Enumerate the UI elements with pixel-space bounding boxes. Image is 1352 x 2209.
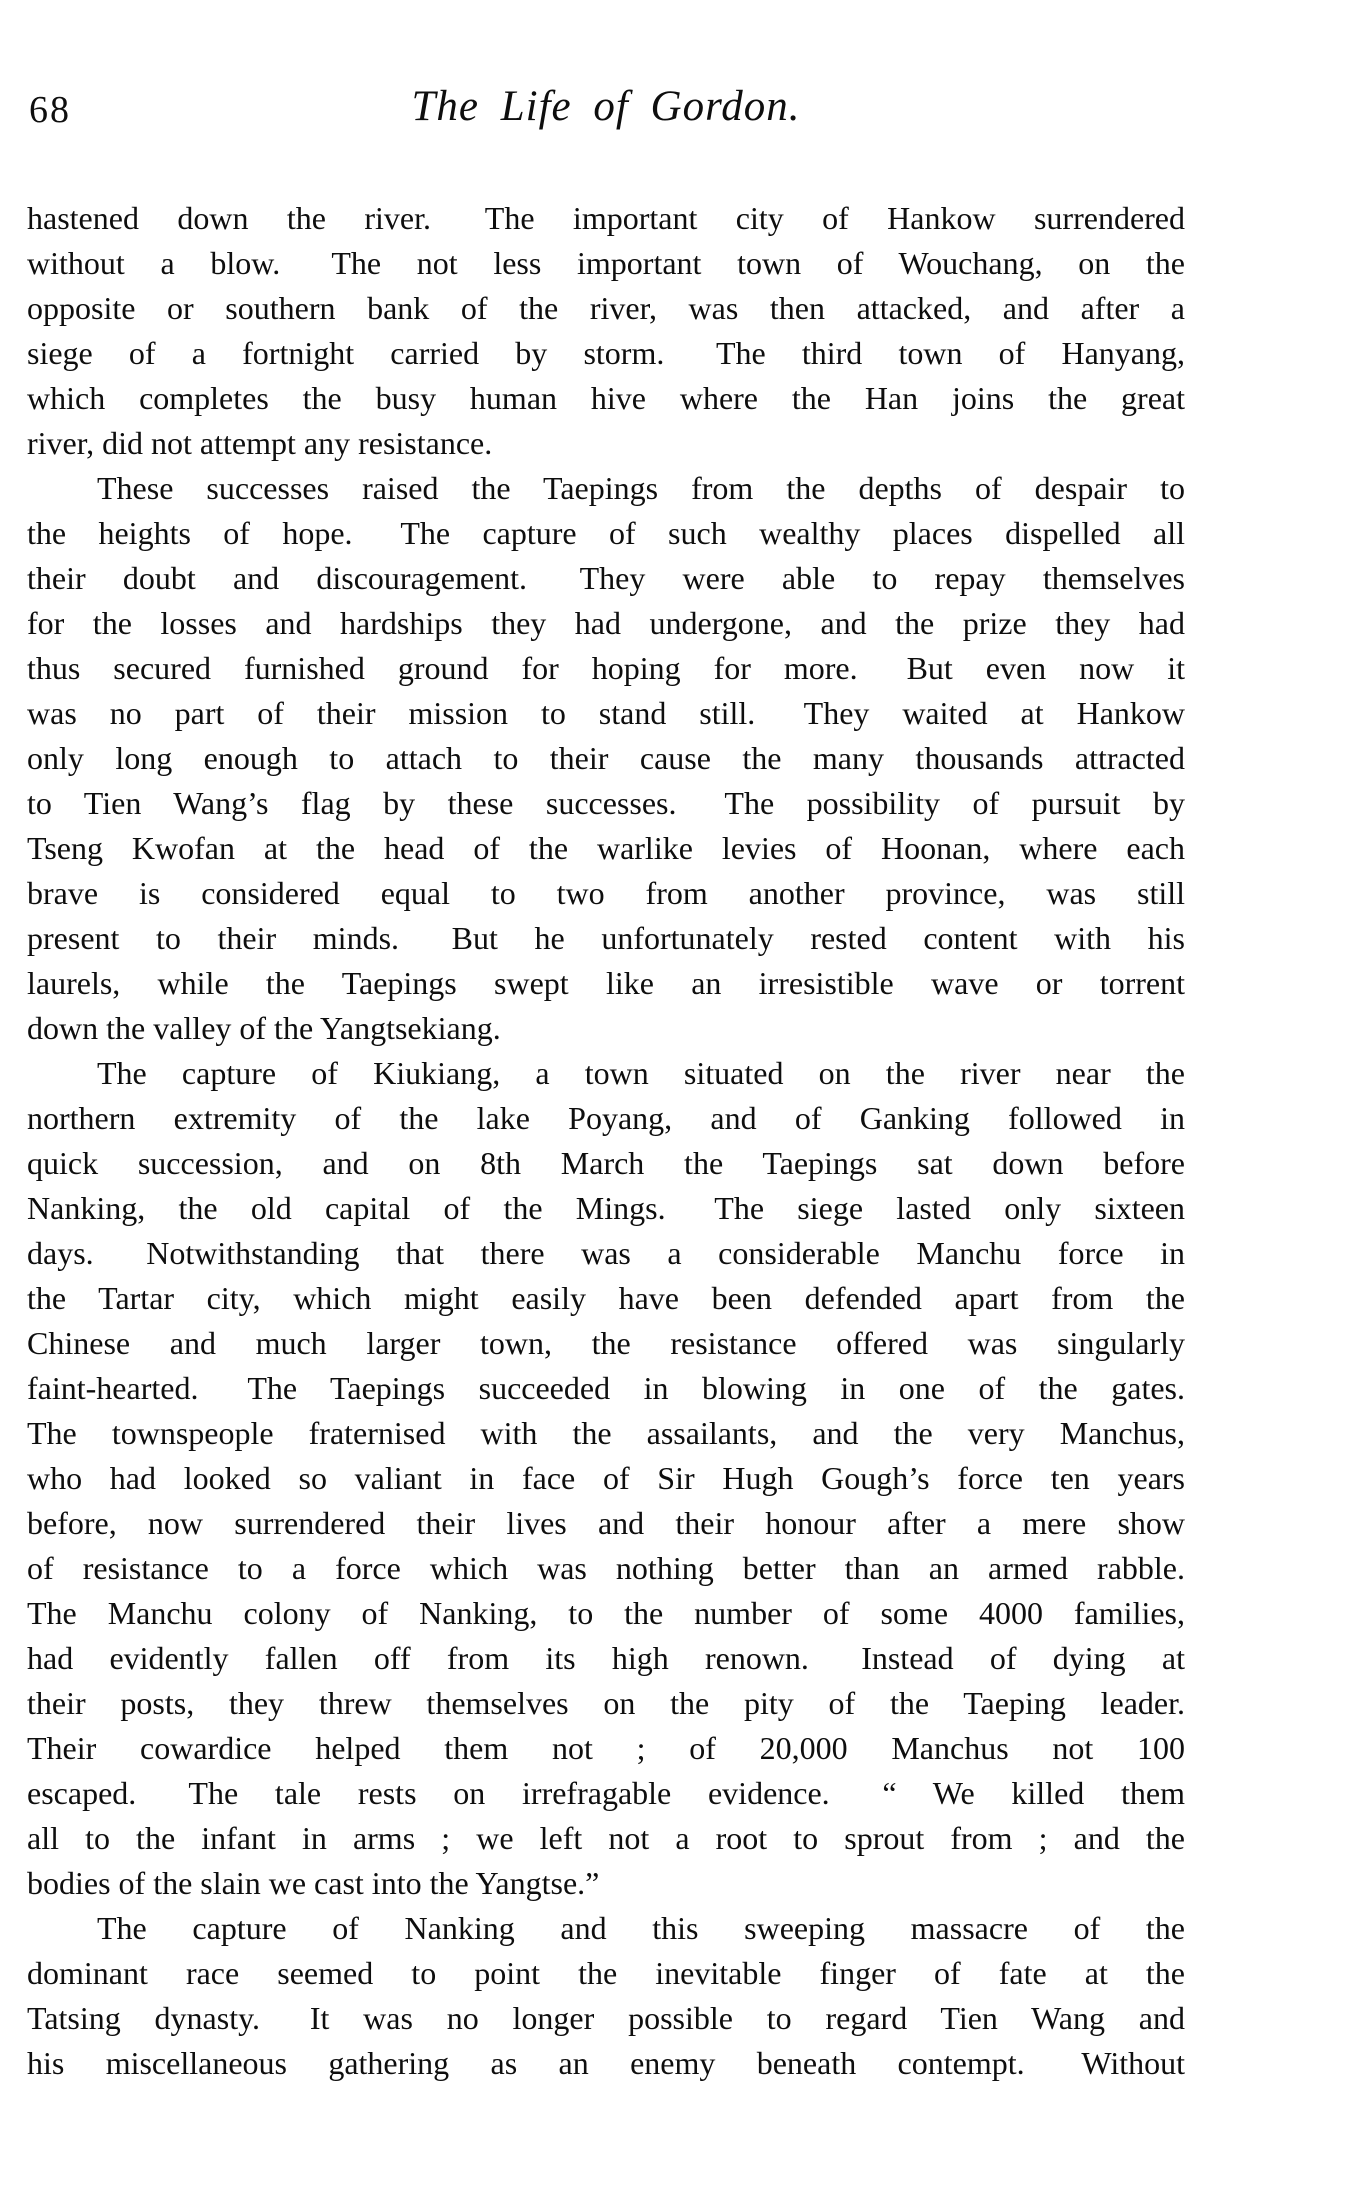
text-line: dominant race seemed to point the inevitable finger of fate at the (27, 1955, 1185, 1991)
text-line: The capture of Nanking and this sweeping massacre of the (97, 1910, 1185, 1946)
text-line: which completes the busy human hive where the Han joins the great (27, 380, 1185, 416)
text-line: to Tien Wang’s flag by these successes. The possibility of pursuit by (27, 785, 1185, 821)
page-header (27, 82, 1185, 154)
paragraph (27, 1906, 1185, 2086)
text-line: Tseng Kwofan at the head of the warlike levies of Hoonan, where each (27, 830, 1185, 866)
text-line: all to the infant in arms ; we left not a root to sprout from ; and the (27, 1820, 1185, 1856)
page-number: 68 (29, 89, 71, 131)
text-line: Tatsing dynasty. It was no longer possible to regard Tien Wang and (27, 2000, 1185, 2036)
text-line: his miscellaneous gathering as an enemy beneath contempt. Without (27, 2045, 1185, 2081)
text-line: The Manchu colony of Nanking, to the number of some 4000 families, (27, 1595, 1185, 1631)
text-line: Their cowardice helped them not ; of 20,000 Manchus not 100 (27, 1730, 1185, 1766)
text-line: before, now surrendered their lives and their honour after a mere show (27, 1505, 1185, 1541)
text-line: river, did not attempt any resistance. (27, 425, 493, 461)
text-line: quick succession, and on 8th March the Taepings sat down before (27, 1145, 1185, 1181)
text-line: present to their minds. But he unfortunately rested content with his (27, 920, 1185, 956)
text-line: who had looked so valiant in face of Sir Hugh Gough’s force ten years (27, 1460, 1185, 1496)
text-line: laurels, while the Taepings swept like an irresistible wave or torrent (27, 965, 1185, 1001)
text-line: siege of a fortnight carried by storm. The third town of Hanyang, (27, 335, 1185, 371)
text-line: the Tartar city, which might easily have been defended apart from the (27, 1280, 1185, 1316)
text-line: only long enough to attach to their cause the many thousands attracted (27, 740, 1185, 776)
text-column (27, 82, 1185, 2086)
text-line: escaped. The tale rests on irrefragable evidence. “ We killed them (27, 1775, 1185, 1811)
text-line: The townspeople fraternised with the assailants, and the very Manchus, (27, 1415, 1185, 1451)
text-line: The capture of Kiukiang, a town situated on the river near the (97, 1055, 1185, 1091)
text-line: their doubt and discouragement. They were able to repay themselves (27, 560, 1185, 596)
text-line: down the valley of the Yangtsekiang. (27, 1010, 501, 1046)
text-line: hastened down the river. The important city of Hankow surrendered (27, 200, 1185, 236)
text-line: brave is considered equal to two from another province, was still (27, 875, 1185, 911)
paragraph (27, 1051, 1185, 1906)
paragraph (27, 466, 1185, 1051)
text-line: for the losses and hardships they had undergone, and the prize they had (27, 605, 1185, 641)
text-line: Chinese and much larger town, the resistance offered was singularly (27, 1325, 1185, 1361)
text-line: bodies of the slain we cast into the Yangtse.” (27, 1865, 600, 1901)
text-line: faint-hearted. The Taepings succeeded in blowing in one of the gates. (27, 1370, 1185, 1406)
text-line: days. Notwithstanding that there was a considerable Manchu force in (27, 1235, 1185, 1271)
text-line: thus secured furnished ground for hoping for more. But even now it (27, 650, 1185, 686)
paragraph (27, 196, 1185, 466)
running-title: The Life of Gordon. (411, 83, 801, 130)
text-line: the heights of hope. The capture of such wealthy places dispelled all (27, 515, 1185, 551)
text-line: opposite or southern bank of the river, was then attacked, and after a (27, 290, 1185, 326)
text-line: Nanking, the old capital of the Mings. The siege lasted only sixteen (27, 1190, 1185, 1226)
text-line: northern extremity of the lake Poyang, and of Ganking followed in (27, 1100, 1185, 1136)
text-line: These successes raised the Taepings from the depths of despair to (97, 470, 1185, 506)
text-line: of resistance to a force which was nothing better than an armed rabble. (27, 1550, 1185, 1586)
text-line: had evidently fallen off from its high renown. Instead of dying at (27, 1640, 1185, 1676)
text-line: their posts, they threw themselves on the pity of the Taeping leader. (27, 1685, 1185, 1721)
page-body (27, 196, 1185, 2086)
text-line: without a blow. The not less important town of Wouchang, on the (27, 245, 1185, 281)
text-line: was no part of their mission to stand still. They waited at Hankow (27, 695, 1185, 731)
